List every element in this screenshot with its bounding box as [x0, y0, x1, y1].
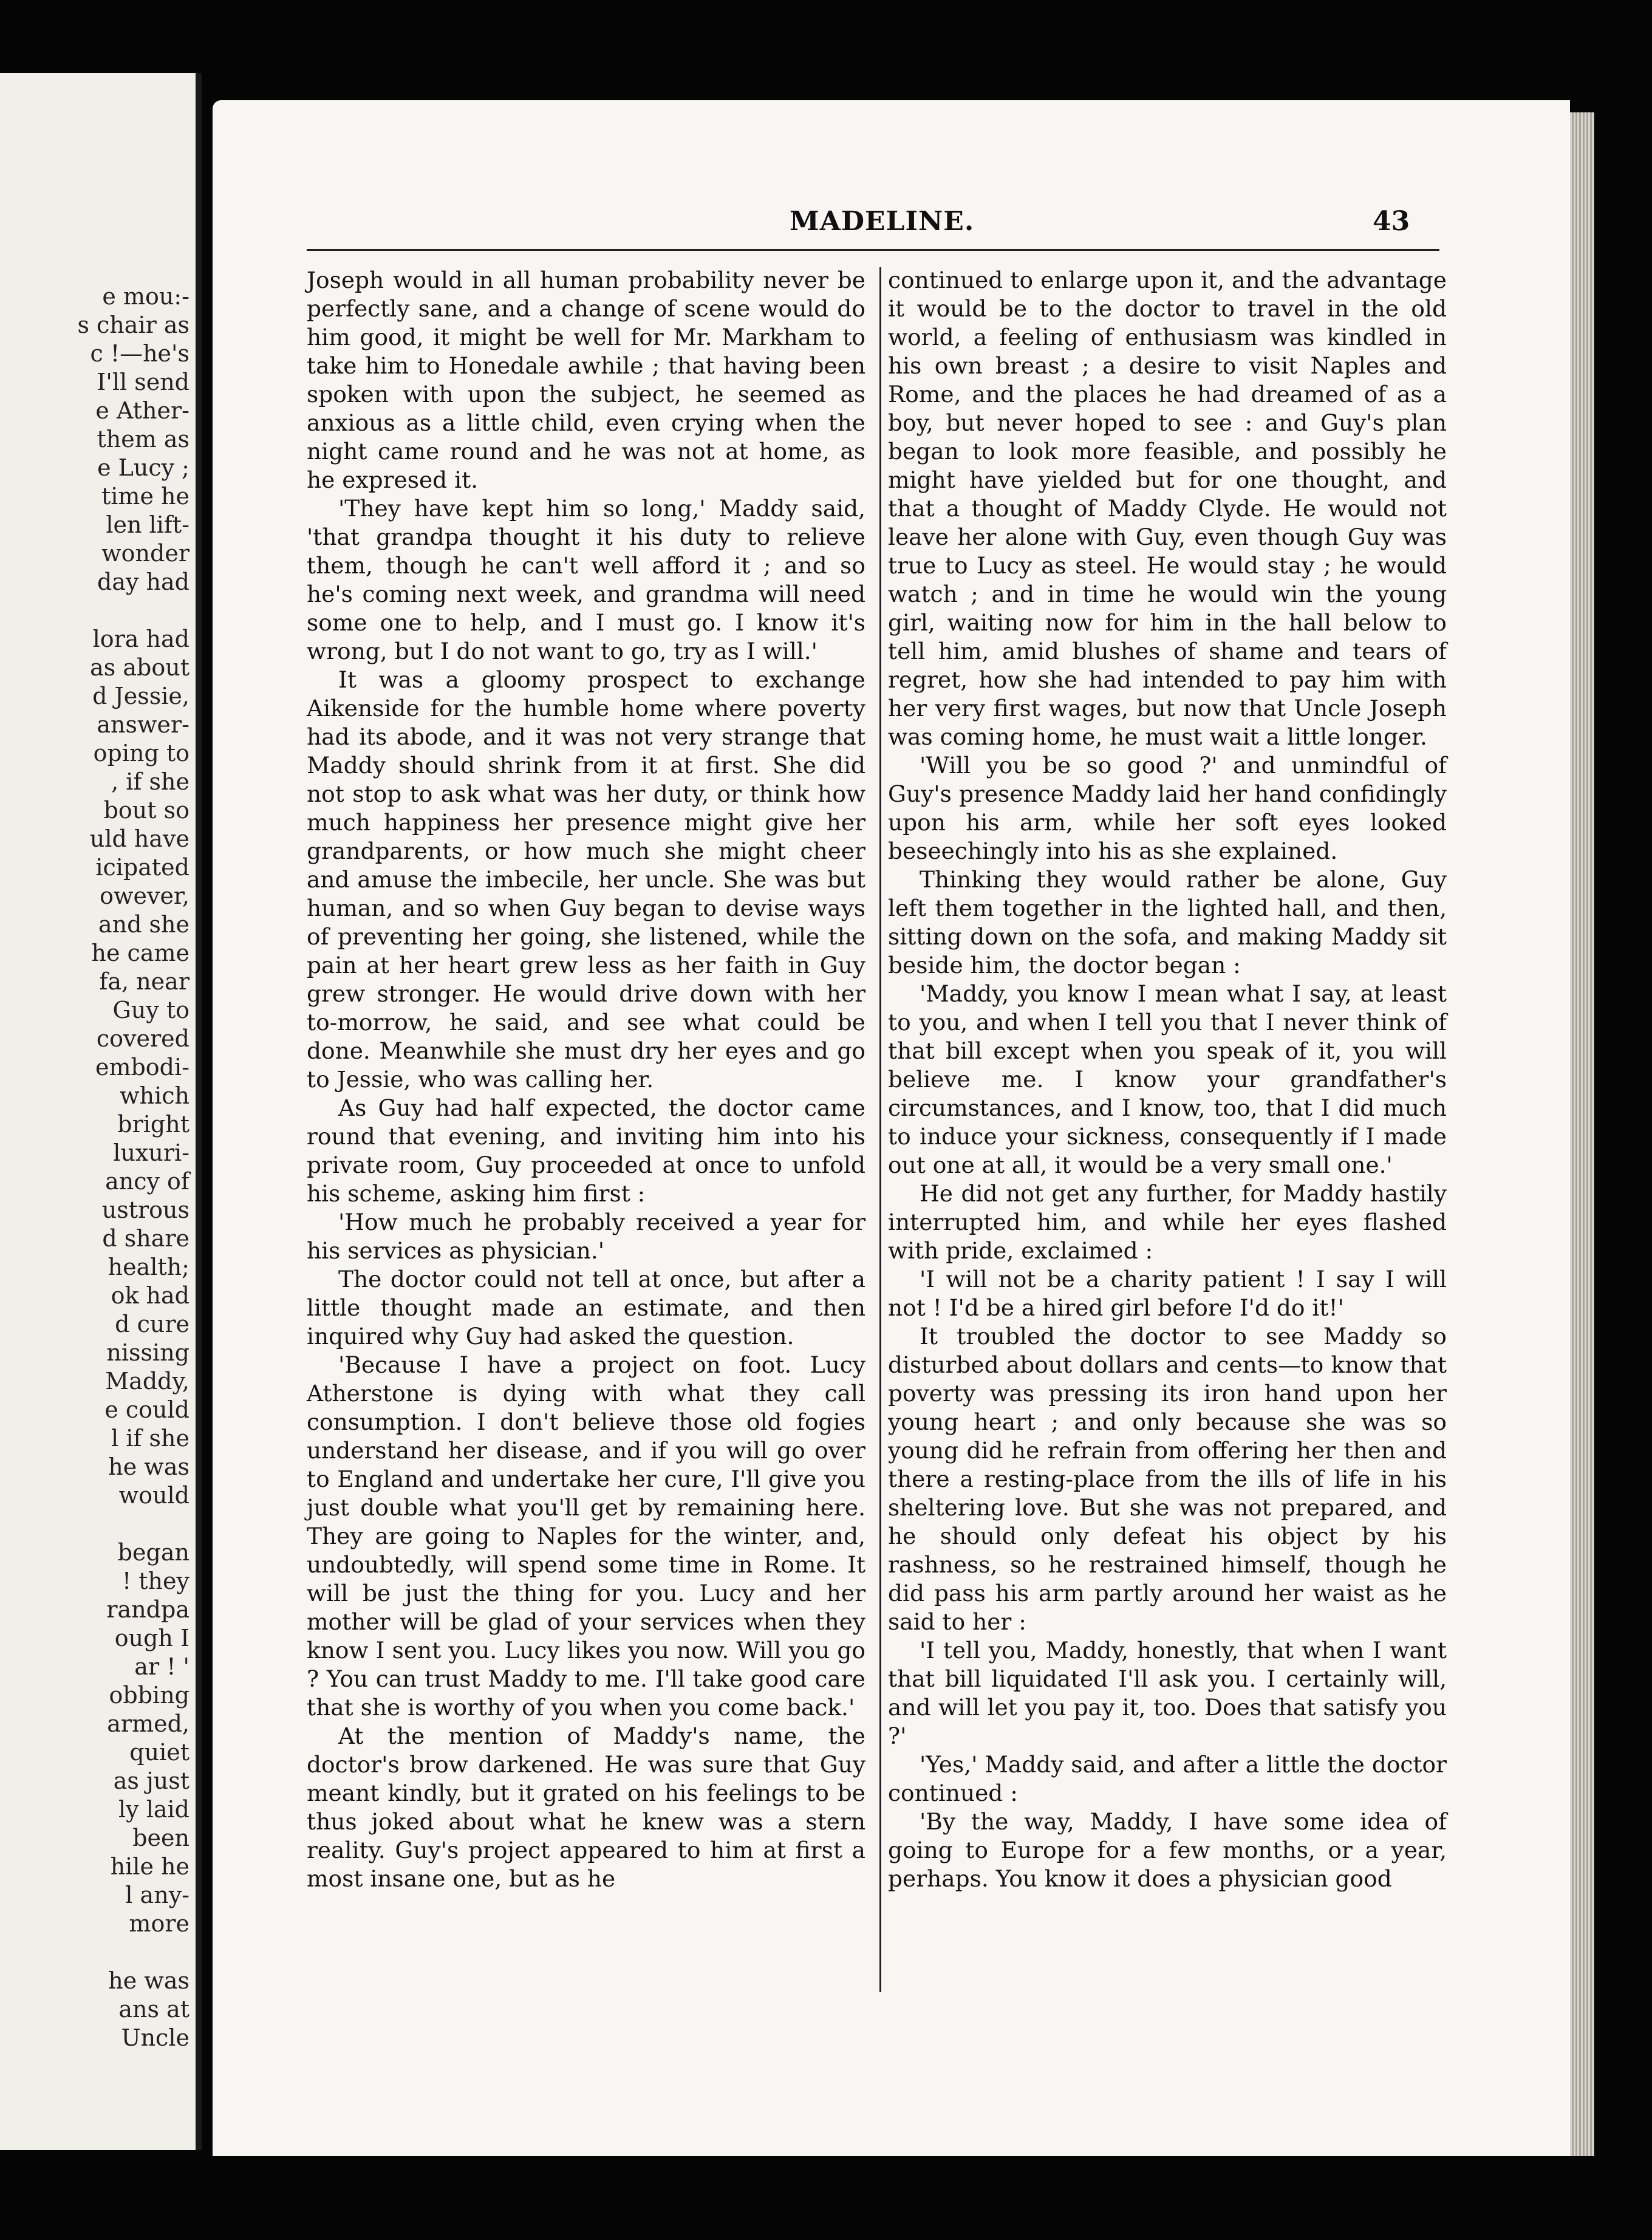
left-page-fragment: , if she [111, 768, 189, 795]
left-page-fragment: d Jessie, [92, 683, 189, 709]
column-divider [879, 267, 881, 1992]
facing-left-page [0, 73, 202, 2150]
left-page-fragment: them as [97, 426, 189, 452]
left-page-fragment: e mou:- [102, 283, 189, 310]
left-page-fragment: covered [96, 1025, 189, 1052]
left-page-fragment: ok had [111, 1282, 189, 1309]
left-page-fragment: Uncle [121, 2024, 189, 2051]
running-title: MADELINE. [790, 206, 975, 237]
left-page-fragment: l if she [111, 1425, 189, 1452]
left-page-fragment: hile he [110, 1853, 189, 1880]
left-page-fragment: he came [91, 940, 189, 966]
left-page-fragment: fa, near [99, 968, 189, 995]
left-page-fragment: began [117, 1539, 189, 1566]
left-page-fragment: bout so [103, 797, 189, 824]
left-page-fragment: e Lucy ; [97, 454, 189, 481]
left-page-fragment: armed, [107, 1710, 189, 1737]
left-page-fragment: ! they [121, 1568, 189, 1594]
left-page-fragment: as about [90, 654, 189, 681]
left-page-fragment: he was [108, 1453, 189, 1480]
left-page-fragment: quiet [129, 1739, 189, 1766]
left-page-fragment: and she [98, 911, 189, 938]
left-page-fragment: oping to [93, 740, 189, 767]
left-page-fragment: d share [102, 1225, 189, 1252]
left-page-fragment: time he [101, 483, 189, 510]
paragraph: Thinking they would rather be alone, Guy left them together in the lighted hall, and then, sitting down on the sofa, and making Maddy sit beside him, the doctor began : [888, 866, 1447, 978]
left-page-fragment: ough I [114, 1625, 189, 1651]
left-page-fragment: as just [113, 1767, 189, 1794]
left-page-fragment: ans at [118, 1996, 189, 2023]
left-page-fragment: obbing [109, 1682, 189, 1709]
left-page-fragment: ustrous [101, 1197, 189, 1223]
paragraph: 'I tell you, Maddy, honestly, that when I want that bill liquidated I'll ask you. I certainly will, and will let you pay it, too. Does that satisfy you ?' [888, 1637, 1447, 1749]
left-page-fragment: ly laid [118, 1796, 189, 1823]
left-page-fragment: c !—he's [90, 340, 189, 367]
paragraph: continued to enlarge upon it, and the advantage it would be to the doctor to travel in the old world, a feeling of enthusiasm was kindled in his own breast ; a desire to visit Naples and Rome, and the places he had dreamed of as a boy, but never hoped to see : and Guy's plan began to look more feasible, and possibly he might have yielded but for one thought, and that a thought of Maddy Clyde. He would not leave her alone with Guy, even though Guy was true to Lucy as steel. He would stay ; he would watch ; and in time he would win the young girl, waiting now for him in the hall below to tell him, amid blushes of shame and tears of regret, how she had intended to pay him with her very first wages, but now that Uncle Joseph was coming home, he must wait a little longer. [888, 267, 1447, 750]
left-page-fragment: I'll send [97, 369, 189, 395]
text-column-left [307, 266, 865, 1893]
left-page-fragment: nissing [106, 1339, 189, 1366]
left-page-fragment: len lift- [106, 511, 189, 538]
paragraph: 'I will not be a charity patient ! I say I will not ! I'd be a hired girl before I'd do it!' [888, 1266, 1447, 1321]
left-page-fragment: ar ! ' [134, 1653, 189, 1680]
paragraph: He did not get any further, for Maddy hastily interrupted him, and while her eyes flashed with pride, exclaimed : [888, 1180, 1447, 1264]
paragraph: 'Maddy, you know I mean what I say, at least to you, and when I tell you that I never think of that bill except when you speak of it, you will believe me. I know your grandfather's circumstances, and I know, too, that I did much to induce your sickness, consequently if I made out one at all, it would be a very small one.' [888, 980, 1447, 1178]
left-page-text-fragments [1, 282, 189, 2052]
paragraph: As Guy had half expected, the doctor came round that evening, and inviting him into his private room, Guy proceeded at once to unfold his scheme, asking him first : [307, 1094, 865, 1207]
paragraph: 'Yes,' Maddy said, and after a little the doctor continued : [888, 1751, 1447, 1806]
page-number: 43 [1373, 206, 1410, 237]
left-page-fragment: more [129, 1910, 189, 1937]
paragraph: 'Because I have a project on foot. Lucy Atherstone is dying with what they call consumption. I don't believe those old fogies understand her disease, and if you will go over to England and undertake her cure, I'll give you just double what you'll get by remaining here. They are going to Naples for the winter, and, undoubtedly, will spend some time in Rome. It will be just the thing for you. Lucy and her mother will be glad of your services when they know I sent you. Lucy likes you now. Will you go ? You can trust Maddy to me. I'll take good care that she is worthy of you when you come back.' [307, 1351, 865, 1721]
left-page-fragment: Guy to [112, 997, 189, 1023]
left-page-fragment: bright [117, 1111, 189, 1138]
text-column-right [888, 266, 1447, 1893]
left-page-fragment: which [120, 1082, 189, 1109]
left-page-fragment: owever, [100, 883, 189, 909]
left-page-fragment: ancy of [105, 1168, 189, 1195]
left-page-fragment: icipated [95, 854, 189, 881]
header-rule [307, 249, 1439, 251]
left-page-fragment: luxuri- [113, 1139, 189, 1166]
paragraph: 'By the way, Maddy, I have some idea of going to Europe for a few months, or a year, perhaps. You know it does a physician good [888, 1808, 1447, 1892]
left-page-fragment [1, 1510, 189, 1538]
left-page-fragment: randpa [106, 1596, 189, 1623]
paragraph: 'How much he probably received a year for his services as physician.' [307, 1209, 865, 1264]
left-page-fragment: answer- [97, 711, 189, 738]
left-page-fragment: lora had [92, 626, 189, 652]
left-page-fragment: wonder [101, 540, 189, 567]
paragraph: Joseph would in all human probability never be perfectly sane, and a change of scene would do him good, it might be well for Mr. Markham to take him to Honedale awhile ; that having been spoken with upon the subject, he seemed as anxious as a little child, even crying when the night came round and he was not at home, as he expresed it. [307, 267, 865, 493]
left-page-fragment: l any- [125, 1882, 189, 1908]
paragraph: It troubled the doctor to see Maddy so disturbed about dollars and cents—to know that poverty was pressing its iron hand upon her young heart ; and only because she was so young did he refrain from offering her then and there a resting-place from the ills of life in his sheltering love. But she was not prepared, and he should only defeat his object by his rashness, so he restrained himself, though he did pass his arm partly around her waist as he said to her : [888, 1323, 1447, 1635]
left-page-fragment [1, 596, 189, 625]
left-page-fragment: health; [108, 1254, 189, 1280]
paragraph: 'Will you be so good ?' and unmindful of Guy's presence Maddy laid her hand confidingly upon his arm, while her soft eyes looked beseechingly into his as she explained. [888, 752, 1447, 864]
left-page-fragment: would [118, 1482, 189, 1509]
page-edges [1570, 112, 1594, 2156]
left-page-fragment: e Ather- [95, 397, 189, 424]
left-page-fragment: embodi- [95, 1054, 189, 1081]
left-page-fragment [1, 1938, 189, 1967]
left-page-fragment: Maddy, [105, 1368, 189, 1395]
left-page-fragment: day had [97, 569, 189, 595]
left-page-fragment: e could [104, 1396, 189, 1423]
paragraph: The doctor could not tell at once, but after a little thought made an estimate, and then inquired why Guy had asked the question. [307, 1266, 865, 1350]
left-page-fragment: he was [108, 1967, 189, 1994]
left-page-fragment: d cure [115, 1311, 189, 1337]
paragraph: At the mention of Maddy's name, the doctor's brow darkened. He was sure that Guy meant kindly, but it grated on his feelings to be thus joked about what he knew was a stern reality. Guy's project appeared to him at first a most insane one, but as he [307, 1723, 865, 1892]
paragraph: 'They have kept him so long,' Maddy said, 'that grandpa thought it his duty to relieve them, though he can't well afford it ; and so he's coming next week, and grandma will need some one to help, and I must go. I know it's wrong, but I do not want to go, try as I will.' [307, 495, 865, 664]
left-page-fragment: been [132, 1825, 189, 1851]
left-page-fragment: uld have [89, 825, 189, 852]
paragraph: It was a gloomy prospect to exchange Aikenside for the humble home where poverty had its abode, and it was not very strange that Maddy should shrink from it at first. She did not stop to ask what was her duty, or think how much happiness her presence might give her grandparents, or how much she might cheer and amuse the imbecile, her uncle. She was but human, and so when Guy began to devise ways of preventing her going, she listened, while the pain at her heart grew less as her faith in Guy grew stronger. He would drive down with her to-morrow, he said, and see what could be done. Meanwhile she must dry her eyes and go to Jessie, who was calling her. [307, 666, 865, 1093]
left-page-fragment: s chair as [77, 312, 189, 338]
